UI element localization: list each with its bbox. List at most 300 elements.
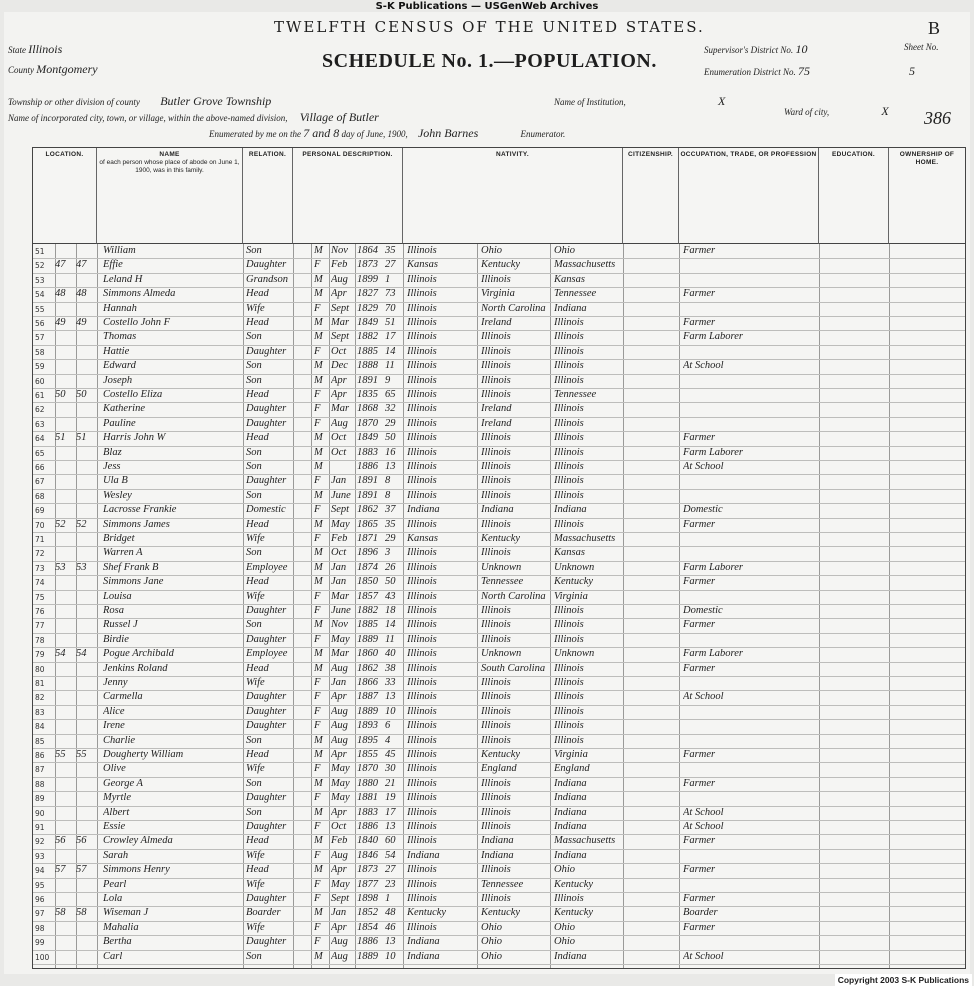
cell-age: 16 <box>385 446 396 458</box>
line-number: 75 <box>35 592 45 602</box>
line-number: 97 <box>35 909 45 919</box>
institution-value: X <box>718 94 726 108</box>
incorporated-label: Name of incorporated city, town, or village, within the above-named division, <box>8 113 288 123</box>
cell-sex: M <box>314 547 323 559</box>
cell-mo: Aug <box>331 849 348 861</box>
table-row <box>33 374 965 389</box>
cell-mother: Illinois <box>554 734 584 746</box>
cell-age: 48 <box>385 907 396 919</box>
cell-occ: Farmer <box>683 245 716 256</box>
cell-sex: M <box>314 777 323 789</box>
cell-dw <box>55 402 76 416</box>
cell-father: Tennessee <box>481 878 524 890</box>
cell-dw: 55 <box>55 749 66 760</box>
col-education: EDUCATION. <box>819 148 889 244</box>
cell-rel: Son <box>246 806 262 818</box>
cell-rel: Head <box>246 389 269 400</box>
cell-sex: M <box>314 749 323 760</box>
cell-age: 3 <box>385 547 391 559</box>
cell-rel: Son <box>246 374 262 386</box>
line-number: 61 <box>35 391 45 400</box>
table-row <box>33 647 965 662</box>
cell-mo: Oct <box>331 821 347 832</box>
cell-father: Illinois <box>481 806 511 818</box>
cell-father: Indiana <box>481 849 514 861</box>
cell-age: 10 <box>385 950 396 962</box>
cell-name: Alice <box>103 705 125 717</box>
cell-father: Illinois <box>481 461 511 472</box>
archive-credit: S-K Publications — USGenWeb Archives <box>375 1 599 12</box>
table-row <box>33 474 965 489</box>
cell-rel: Head <box>246 835 269 847</box>
cell-occ <box>683 388 817 402</box>
cell-yr: 1886 <box>357 936 378 948</box>
cell-name: Simmons Henry <box>103 864 170 876</box>
line-number: 66 <box>35 463 45 472</box>
cell-yr: 1865 <box>357 518 378 530</box>
table-row <box>33 388 965 403</box>
cell-dw: 52 <box>55 518 66 530</box>
cell-place: Illinois <box>407 633 437 645</box>
cell-place: Illinois <box>407 878 437 890</box>
cell-occ <box>683 402 817 416</box>
cell-dw <box>55 345 76 359</box>
cell-sex: M <box>314 907 323 919</box>
cell-name: Costello Eliza <box>103 389 163 400</box>
cell-mother: Unknown <box>554 648 595 660</box>
cell-occ <box>683 489 817 503</box>
cell-age: 18 <box>385 605 396 616</box>
cell-occ <box>683 417 817 431</box>
cell-fam <box>76 330 97 344</box>
enumerator-value: John Barnes <box>417 126 479 140</box>
cell-sex: M <box>314 576 323 588</box>
line-number: 54 <box>35 290 45 300</box>
state-field <box>8 42 62 57</box>
cell-rel: Wife <box>246 878 265 890</box>
line-number: 67 <box>35 477 45 487</box>
cell-mo: Aug <box>331 417 348 429</box>
cell-fam <box>76 604 97 618</box>
cell-mo: Apr <box>331 864 347 876</box>
cell-father: Ohio <box>481 921 502 933</box>
cell-father: Illinois <box>481 360 511 372</box>
cell-occ: At School <box>683 691 724 703</box>
cell-sex: F <box>314 259 321 271</box>
cell-yr: 1899 <box>357 273 378 285</box>
table-row <box>33 518 965 533</box>
cell-dw <box>55 604 76 618</box>
cell-mother: Ohio <box>554 921 575 933</box>
cell-father: Ohio <box>481 936 502 948</box>
cell-father: Illinois <box>481 345 511 357</box>
cell-name: Wesley <box>103 489 132 501</box>
cell-mo: Nov <box>331 245 348 256</box>
incorporated-value: Village of Butler <box>299 110 379 124</box>
cell-age: 46 <box>385 921 396 933</box>
cell-age: 50 <box>385 576 396 588</box>
cell-age: 73 <box>385 288 396 300</box>
cell-age: 11 <box>385 360 395 372</box>
cell-sex: M <box>314 273 323 285</box>
cell-rel: Head <box>246 662 269 674</box>
cell-age: 29 <box>385 533 396 544</box>
cell-occ <box>683 878 817 892</box>
cell-fam <box>76 705 97 719</box>
cell-fam <box>76 734 97 748</box>
supervisor-field <box>704 42 807 57</box>
cell-occ: Farmer <box>683 619 716 631</box>
line-number: 91 <box>35 823 45 832</box>
cell-mo: Oct <box>331 446 347 458</box>
cell-occ <box>683 676 817 690</box>
cell-sex: F <box>314 893 321 904</box>
cell-sex: F <box>314 590 321 602</box>
cell-father: Illinois <box>481 331 511 343</box>
cell-place: Illinois <box>407 245 437 256</box>
cell-name: Pauline <box>103 417 136 429</box>
line-number: 98 <box>35 923 45 933</box>
cell-fam: 58 <box>76 907 87 919</box>
cell-mother: Illinois <box>554 360 584 372</box>
cell-name: Wiseman J <box>103 907 149 919</box>
cell-yr: 1860 <box>357 648 378 660</box>
cell-sex: F <box>314 605 321 616</box>
table-row <box>33 604 965 619</box>
cell-yr: 1854 <box>357 921 378 933</box>
line-number: 88 <box>35 779 45 789</box>
cell-mother: Illinois <box>554 417 584 429</box>
line-number: 85 <box>35 736 45 746</box>
line-number: 69 <box>35 506 45 516</box>
cell-age: 27 <box>385 864 396 876</box>
cell-place: Illinois <box>407 288 437 300</box>
cell-place: Illinois <box>407 489 437 501</box>
cell-fam: 48 <box>76 288 87 300</box>
institution-label: Name of Institution, <box>554 97 626 107</box>
cell-rel: Head <box>246 576 269 588</box>
cell-dw <box>55 417 76 431</box>
cell-rel: Wife <box>246 921 265 933</box>
table-row <box>33 950 965 965</box>
line-number: 62 <box>35 405 45 415</box>
cell-dw <box>55 806 76 820</box>
cell-yr: 1886 <box>357 821 378 832</box>
table-row <box>33 849 965 864</box>
table-row <box>33 834 965 849</box>
cell-rel: Son <box>246 950 262 962</box>
cell-occ <box>683 302 817 316</box>
cell-mo: May <box>331 518 350 530</box>
cell-sex: M <box>314 619 323 631</box>
cell-fam <box>76 849 97 863</box>
cell-place: Illinois <box>407 720 437 732</box>
cell-age: 8 <box>385 475 391 487</box>
table-row <box>33 878 965 893</box>
cell-rel: Daughter <box>246 403 287 415</box>
cell-sex: F <box>314 345 321 357</box>
table-row <box>33 690 965 705</box>
cell-father: Indiana <box>481 835 514 847</box>
cell-mo: Jan <box>331 561 347 573</box>
cell-dw <box>55 849 76 863</box>
cell-father: Ireland <box>481 417 512 429</box>
cell-name: Irene <box>103 720 125 732</box>
cell-mother: Illinois <box>554 605 584 616</box>
cell-dw <box>55 446 76 460</box>
county-label: County <box>8 65 34 75</box>
cell-rel: Daughter <box>246 893 287 904</box>
sheet-label: Sheet No. <box>904 42 939 52</box>
cell-occ: Farmer <box>683 777 716 789</box>
cell-place: Illinois <box>407 691 437 703</box>
table-row <box>33 762 965 777</box>
cell-place: Illinois <box>407 446 437 458</box>
cell-occ: Domestic <box>683 605 723 616</box>
cell-occ <box>683 849 817 863</box>
cell-rel: Head <box>246 749 269 760</box>
cell-place: Illinois <box>407 864 437 876</box>
cell-dw <box>55 633 76 647</box>
cell-yr: 1885 <box>357 619 378 631</box>
cell-father: Illinois <box>481 273 511 285</box>
cell-mother: Kansas <box>554 273 585 285</box>
cell-yr: 1829 <box>357 302 378 314</box>
cell-sex: M <box>314 835 323 847</box>
cell-rel: Daughter <box>246 705 287 717</box>
cell-place: Illinois <box>407 331 437 343</box>
cell-age: 54 <box>385 849 396 861</box>
cell-mother: Illinois <box>554 662 584 674</box>
cell-yr: 1852 <box>357 907 378 919</box>
county-value: Montgomery <box>36 62 98 76</box>
line-number: 82 <box>35 693 45 703</box>
table-row <box>33 273 965 288</box>
cell-occ: At School <box>683 806 724 818</box>
table-row <box>33 287 965 302</box>
cell-dw: 56 <box>55 835 66 847</box>
cell-mo: Oct <box>331 432 347 444</box>
cell-fam <box>76 892 97 906</box>
cell-place: Illinois <box>407 662 437 674</box>
cell-age: 50 <box>385 432 396 444</box>
cell-fam <box>76 575 97 589</box>
cell-dw <box>55 878 76 892</box>
table-row <box>33 806 965 821</box>
census-title: TWELFTH CENSUS OF THE UNITED STATES. <box>274 18 705 36</box>
cell-name: Pearl <box>103 878 127 890</box>
cell-name: Rosa <box>103 605 124 616</box>
cell-occ <box>683 791 817 805</box>
cell-rel: Son <box>246 461 262 472</box>
cell-fam <box>76 950 97 964</box>
cell-yr: 1873 <box>357 864 378 876</box>
cell-age: 65 <box>385 389 396 400</box>
line-number: 53 <box>35 275 45 285</box>
cell-sex: F <box>314 878 321 890</box>
cell-mo: Apr <box>331 374 347 386</box>
cell-name: Russel J <box>103 619 138 631</box>
cell-father: Illinois <box>481 446 511 458</box>
table-row <box>33 618 965 633</box>
cell-age: 21 <box>385 777 396 789</box>
cell-fam: 55 <box>76 749 87 760</box>
table-row <box>33 748 965 763</box>
cell-fam: 49 <box>76 317 87 328</box>
cell-mo: Aug <box>331 720 348 732</box>
copyright-notice: Copyright 2003 S-K Publications <box>835 974 972 986</box>
cell-dw <box>55 374 76 388</box>
cell-father: Kentucky <box>481 749 521 760</box>
cell-father: Virginia <box>481 288 515 300</box>
table-row <box>33 316 965 331</box>
cell-age: 40 <box>385 648 396 660</box>
cell-occ <box>683 546 817 560</box>
line-number: 59 <box>35 362 45 372</box>
cell-fam <box>76 590 97 604</box>
cell-sex: M <box>314 662 323 674</box>
cell-sex: M <box>314 288 323 300</box>
line-number: 87 <box>35 765 45 775</box>
cell-occ: Farmer <box>683 576 716 588</box>
cell-name: Mahalia <box>103 921 139 933</box>
cell-place: Illinois <box>407 417 437 429</box>
cell-dw <box>55 950 76 964</box>
cell-rel: Son <box>246 734 262 746</box>
cell-mo: Apr <box>331 691 347 703</box>
cell-yr: 1840 <box>357 835 378 847</box>
cell-place: Kentucky <box>407 907 447 919</box>
cell-mother: Illinois <box>554 374 584 386</box>
cell-fam <box>76 690 97 704</box>
cell-dw <box>55 474 76 488</box>
cell-place: Indiana <box>407 504 440 516</box>
cell-mother: Massachusetts <box>554 259 616 271</box>
cell-father: England <box>481 763 517 775</box>
cell-father: Illinois <box>481 547 511 559</box>
cell-occ <box>683 258 817 272</box>
line-number: 89 <box>35 794 45 804</box>
cell-fam <box>76 417 97 431</box>
cell-age: 14 <box>385 345 396 357</box>
line-number: 86 <box>35 751 45 760</box>
cell-rel: Daughter <box>246 792 287 804</box>
cell-sex: F <box>314 677 321 688</box>
cell-father: North Carolina <box>481 302 546 314</box>
line-number: 70 <box>35 520 45 530</box>
cell-mo: Jan <box>331 576 347 588</box>
cell-occ <box>683 273 817 287</box>
cell-fam: 53 <box>76 561 87 573</box>
line-number: 56 <box>35 319 45 328</box>
cell-mother: Indiana <box>554 504 587 516</box>
cell-sex: M <box>314 864 323 876</box>
cell-name: Albert <box>103 806 130 818</box>
cell-mo: Jan <box>331 907 347 919</box>
cell-mother: Illinois <box>554 403 584 415</box>
line-number: 92 <box>35 837 45 847</box>
cell-name: Jenkins Roland <box>103 662 168 674</box>
cell-rel: Daughter <box>246 345 287 357</box>
line-number: 71 <box>35 535 45 544</box>
cell-dw <box>55 777 76 791</box>
cell-occ: Farmer <box>683 288 716 300</box>
table-row <box>33 460 965 475</box>
cell-age: 29 <box>385 417 396 429</box>
cell-fam <box>76 676 97 690</box>
cell-mother: Illinois <box>554 720 584 732</box>
cell-dw: 48 <box>55 288 66 300</box>
cell-fam <box>76 546 97 560</box>
col-occupation: OCCUPATION, TRADE, OR PROFESSION <box>679 148 819 244</box>
township-field <box>8 94 271 109</box>
cell-rel: Son <box>246 777 262 789</box>
cell-mo: Apr <box>331 389 347 400</box>
cell-rel: Daughter <box>246 821 287 832</box>
cell-father: Ohio <box>481 245 502 256</box>
incorporated-field <box>8 110 379 125</box>
cell-father: Illinois <box>481 777 511 789</box>
cell-age: 45 <box>385 749 396 760</box>
cell-name: Myrtle <box>103 792 131 804</box>
cell-occ: Farm Laborer <box>683 561 743 573</box>
cell-place: Illinois <box>407 432 437 444</box>
cell-occ <box>683 590 817 604</box>
cell-yr: 1846 <box>357 849 378 861</box>
cell-dw <box>55 618 76 632</box>
table-row <box>33 431 965 446</box>
cell-dw: 49 <box>55 317 66 328</box>
cell-place: Illinois <box>407 893 437 904</box>
cell-name: Simmons James <box>103 518 170 530</box>
cell-age: 8 <box>385 489 391 501</box>
cell-fam <box>76 460 97 474</box>
cell-place: Illinois <box>407 921 437 933</box>
cell-mother: Unknown <box>554 561 595 573</box>
cell-father: North Carolina <box>481 590 546 602</box>
cell-dw: 53 <box>55 561 66 573</box>
cell-sex: M <box>314 734 323 746</box>
table-row <box>33 734 965 749</box>
cell-fam <box>76 489 97 503</box>
cell-place: Illinois <box>407 777 437 789</box>
table-row <box>33 489 965 504</box>
cell-yr: 1877 <box>357 878 378 890</box>
table-row <box>33 302 965 317</box>
sheet-value: 5 <box>909 64 915 78</box>
cell-yr: 1889 <box>357 705 378 717</box>
cell-mo: Apr <box>331 806 347 818</box>
cell-mother: England <box>554 763 590 775</box>
table-row <box>33 935 965 950</box>
enumerated-day: 7 and 8 <box>303 126 340 140</box>
cell-yr: 1849 <box>357 317 378 328</box>
sheet-field <box>904 42 939 52</box>
cell-fam <box>76 359 97 373</box>
col-citizenship: CITIZENSHIP. <box>623 148 679 244</box>
cell-mother: Illinois <box>554 633 584 645</box>
line-number: 60 <box>35 376 45 386</box>
supervisor-value: 10 <box>795 42 808 56</box>
cell-age: 35 <box>385 245 396 256</box>
cell-father: Illinois <box>481 720 511 732</box>
cell-dw <box>55 330 76 344</box>
cell-father: Ohio <box>481 950 502 962</box>
cell-name: Charlie <box>103 734 136 746</box>
cell-fam <box>76 273 97 287</box>
cell-rel: Son <box>246 446 262 458</box>
col-nativity: NATIVITY. <box>403 148 623 244</box>
